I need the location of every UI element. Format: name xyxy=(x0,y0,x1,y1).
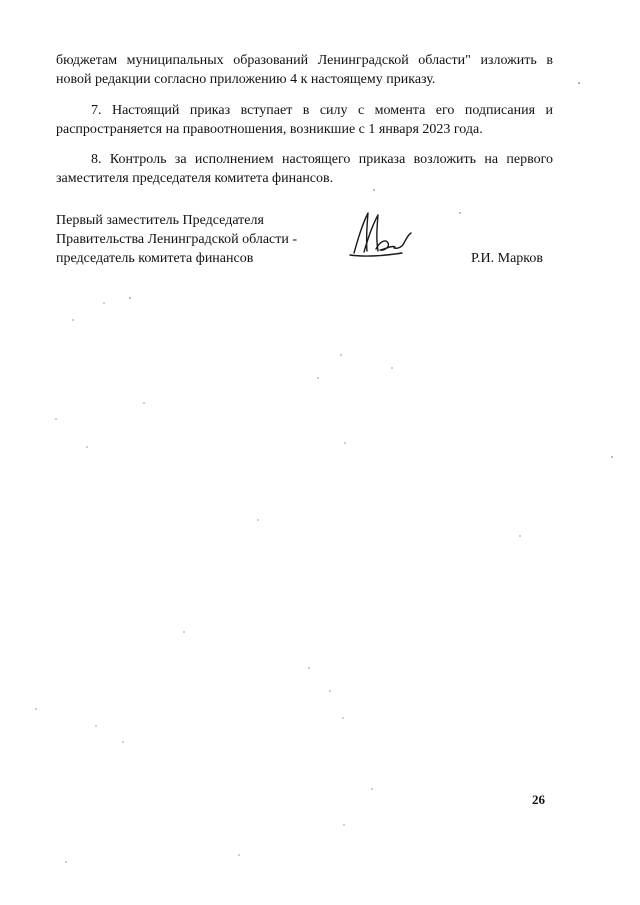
signer-title xyxy=(56,211,356,268)
signer-title-line-3: председатель комитета финансов xyxy=(56,251,254,266)
signer-title-line-1: Первый заместитель Председателя xyxy=(56,213,264,228)
signer-name: Р.И. Марков xyxy=(471,251,544,266)
signer-title-line-2: Правительства Ленинградской области - xyxy=(56,232,298,247)
paragraph-7: 7. Настоящий приказ вступает в силу с момента его подписания и распространяется на правоотношения, возникшие с 1 января 2023 года. xyxy=(56,103,553,137)
paragraph-continuation: бюджетам муниципальных образований Ленинградской области" изложить в новой редакции согласно приложению 4 к настоящему приказу. xyxy=(56,53,553,87)
paragraph-8: 8. Контроль за исполнением настоящего приказа возложить на первого заместителя председателя комитета финансов. xyxy=(56,152,553,186)
page-number: 26 xyxy=(532,792,545,807)
handwritten-signature xyxy=(340,205,420,265)
